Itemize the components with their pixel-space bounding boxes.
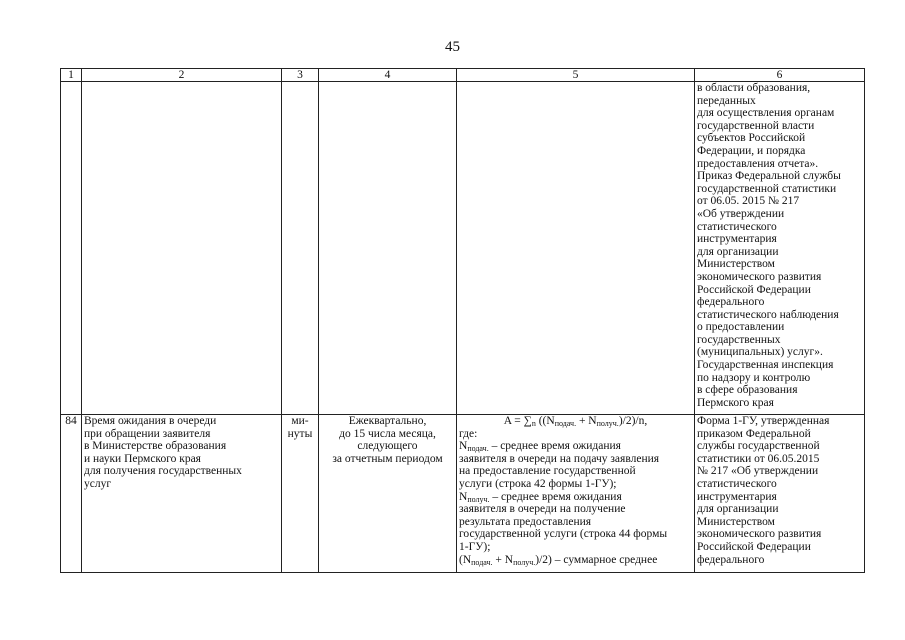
indicator-name-line: в Министерстве образования (84, 440, 227, 453)
header-col-1: 1 (61, 69, 82, 82)
source-text-line: предоставления отчета». (697, 157, 819, 170)
cont-col-3 (282, 82, 319, 415)
source-text-line: федерального (697, 553, 765, 566)
row-number: 84 (61, 415, 82, 573)
source-text-line: Пермского края (697, 396, 774, 409)
source-text-line: инструментария (697, 490, 777, 503)
source-text-line: Государственная инспекция (697, 359, 834, 372)
source-text-line: инструментария (697, 233, 777, 246)
header-row (61, 69, 865, 82)
source-text-line: для организации (697, 503, 779, 516)
formula-line: $A = \sum_n$ $((N_{подач.} + N_{получ.})/2)/n$, (503, 415, 648, 428)
continuation-row (61, 82, 865, 415)
formula-text-line: услуги (строка 42 формы 1-ГУ); (459, 477, 617, 490)
source-text-line: Российской Федерации (697, 283, 811, 296)
formula-text-line: государственной услуги (строка 44 формы (459, 528, 668, 541)
source-text-line: для организации (697, 245, 779, 258)
source-text-line: переданных (697, 94, 756, 107)
source-text-line: Министерством (697, 258, 775, 271)
header-col-4: 4 (319, 69, 457, 82)
source-text-line: службы государственной (697, 440, 820, 453)
calculation-formula (457, 415, 695, 573)
formula-text-line: на предоставление государственной (459, 465, 636, 478)
source-text-line: федерального (697, 296, 765, 309)
period-line: за отчетным периодом (332, 452, 443, 465)
source-text-line: Министерством (697, 515, 775, 528)
period-line: Ежеквартально, (348, 415, 427, 427)
source-text-line: в области образования, (697, 82, 811, 94)
sum-definition: $(N_{подач.} + N_{получ.})/2$) – суммарное среднее (459, 553, 658, 567)
cont-col-6 (695, 82, 865, 415)
cont-col-1 (61, 82, 82, 415)
formula-text-line: результата предоставления (459, 515, 592, 528)
source-text-line: приказом Федеральной (697, 427, 811, 440)
n-receive-description (459, 503, 692, 553)
indicator-table (60, 68, 865, 573)
source-text-line: государственной власти (697, 119, 815, 132)
page-number: 45 (445, 39, 460, 55)
formula-text-line: заявителя в очереди на получение (459, 503, 626, 516)
source-text-line: № 217 «Об утверждении (697, 465, 819, 478)
cont-col-2 (82, 82, 282, 415)
table-row-84 (61, 415, 865, 573)
header-col-6: 6 (695, 69, 865, 82)
source-text-line: экономического развития (697, 528, 822, 541)
unit-line: ми- (291, 415, 309, 427)
source-text-line: в сфере образования (697, 384, 798, 397)
source-text-line: «Об утверждении (697, 207, 785, 220)
n-receive-definition: $N_{получ.}$ – среднее время ожидания (459, 490, 622, 504)
source-text-line: Федерации, и порядка (697, 144, 806, 157)
n-submit-description (459, 453, 692, 491)
cont-col-4 (319, 82, 457, 415)
source-text-line: статистики от 06.05.2015 (697, 452, 820, 465)
source-text-line: статистического (697, 220, 777, 233)
header-col-3: 3 (282, 69, 319, 82)
unit-of-measure (282, 415, 319, 573)
source-text-line: для осуществления органам (697, 107, 835, 120)
cont-col-5 (457, 82, 695, 415)
source-text-line: о предоставлении (697, 321, 785, 334)
source-text-line: от 06.05. 2015 № 217 (697, 195, 800, 208)
source-text-line: государственной статистики (697, 182, 837, 195)
indicator-name-line: и науки Пермского края (84, 452, 201, 465)
indicator-name-line: при обращении заявителя (84, 427, 211, 440)
period-line: следующего (357, 440, 418, 453)
source-text-line: статистического наблюдения (697, 308, 839, 321)
data-source (695, 415, 865, 573)
source-text-line: Форма 1-ГУ, утвержденная (697, 415, 830, 427)
source-text-line: по надзору и контролю (697, 371, 811, 384)
formula-text-line: 1-ГУ); (459, 540, 491, 553)
source-text-line: экономического развития (697, 270, 822, 283)
source-text-line: субъектов Российской (697, 132, 806, 145)
source-text-line: государственных (697, 333, 781, 346)
reporting-period (319, 415, 457, 573)
formula-text-line: заявителя в очереди на подачу заявления (459, 452, 660, 465)
unit-line: нуты (287, 427, 313, 440)
indicator-name-line: услуг (84, 477, 112, 490)
header-col-5: 5 (457, 69, 695, 82)
indicator-name-line: для получения государственных (84, 465, 242, 478)
header-col-2: 2 (82, 69, 282, 82)
source-text-line: (муниципальных) услуг». (697, 346, 823, 359)
indicator-name-line: Время ожидания в очереди (84, 415, 217, 427)
source-text-line: Приказ Федеральной службы (697, 170, 841, 183)
n-submit-definition: $N_{подач.}$ – среднее время ожидания (459, 440, 621, 454)
indicator-name (82, 415, 282, 573)
where-label: где: (459, 427, 478, 440)
period-line: до 15 числа месяца, (339, 427, 436, 440)
source-text-line: статистического (697, 477, 777, 490)
source-text-line: Российской Федерации (697, 540, 811, 553)
